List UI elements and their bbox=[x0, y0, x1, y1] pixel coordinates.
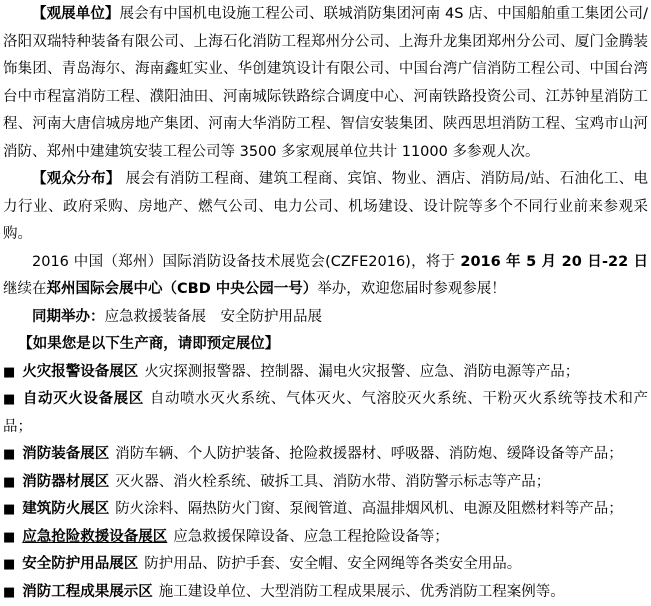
zone-name: 安全防护用品展区 bbox=[22, 556, 138, 572]
square-bullet-icon: ■ bbox=[3, 447, 15, 462]
paragraph-event-announcement bbox=[3, 249, 648, 304]
zone-description: 自动喷水灭火系统、气体灭火、气溶胶灭火系统、干粉灭火系统等技术和产品； bbox=[3, 391, 648, 435]
zone-description: 火灾探测报警器、控制器、漏电火灾报警、应急、消防电源等产品； bbox=[144, 364, 579, 380]
bullet-item-building-fireproofing-zone bbox=[3, 496, 648, 524]
paragraph-concurrent-events bbox=[3, 304, 648, 332]
zone-name: 消防装备展区 bbox=[22, 446, 109, 462]
square-bullet-icon: ■ bbox=[3, 392, 16, 407]
zone-description: 施工建设单位、大型消防工程成果展示、优秀消防工程案例等。 bbox=[159, 584, 565, 600]
square-bullet-icon: ■ bbox=[3, 557, 15, 572]
bullet-item-fire-equipment-zone bbox=[3, 441, 648, 469]
zone-description: 灭火器、消火栓系统、破拆工具、消防水带、消防警示标志等产品； bbox=[115, 474, 550, 490]
paragraph-booth-call-heading bbox=[3, 331, 648, 359]
paragraph-visitor-distribution bbox=[3, 166, 648, 249]
square-bullet-icon: ■ bbox=[3, 530, 15, 545]
event-closing-text: 举办，欢迎您届时参观参展！ bbox=[317, 281, 506, 297]
event-continue-text: 继续在 bbox=[3, 281, 47, 297]
zone-description: 防火涂料、隔热防火门窗、泵阀管道、高温排烟风机、电源及阻燃材料等产品； bbox=[115, 501, 623, 517]
booth-call-heading-text: 【如果您是以下生产商，请即预定展位】 bbox=[18, 336, 279, 352]
zone-name: 消防器材展区 bbox=[22, 474, 109, 490]
square-bullet-icon: ■ bbox=[3, 502, 15, 517]
event-dates: 2016 年 5 月 20 日-22 日 bbox=[460, 254, 648, 270]
paragraph-exhibitor-units bbox=[3, 1, 648, 166]
zone-description: 防护用品、防护手套、安全帽、安全网绳等各类安全用品。 bbox=[144, 556, 521, 572]
square-bullet-icon: ■ bbox=[3, 365, 15, 380]
paragraph-exhibitor-units-text: 展会有中国机电设施工程公司、联城消防集团河南 4S 店、中国船舶重工集团公司/洛阳双瑞特种装备有限公司、上海石化消防工程郑州分公司、上海升龙集团郑州分公司、厦门金腾装饰集团、青岛海尔、海南鑫虹实业、华创建筑设计有限公司、中国台湾广信消防工程公司、中国台湾台中市程富消防工程、濮阳油田、河南城际铁路综合调度中心、河南铁路投资公司、江苏钟星消防工程、河南大唐信城房地产集团、河南大华消防工程、智信安装集团、陕西思坦消防工程、宝鸡市山河消防、郑州中建建筑安装工程公司等 3500 多家观展单位共计 11000 多参观人次。 bbox=[3, 6, 648, 160]
zone-name: 消防工程成果展示区 bbox=[22, 584, 153, 600]
bullet-item-fire-project-achievements-zone bbox=[3, 579, 648, 606]
zone-name: 火灾报警设备展区 bbox=[22, 364, 138, 380]
bullet-item-fire-alarm-zone bbox=[3, 359, 648, 387]
concurrent-events-label: 同期举办： bbox=[32, 309, 105, 325]
bullet-item-fire-apparatus-zone bbox=[3, 469, 648, 497]
paragraph-visitor-distribution-text: 展会有消防工程商、建筑工程商、宾馆、物业、酒店、消防局/站、石油化工、电力行业、政府采购、房地产、燃气公司、电力公司、机场建设、设计院等多个不同行业前来参观采购。 bbox=[3, 171, 648, 242]
zone-name: 建筑防火展区 bbox=[22, 501, 109, 517]
zone-description: 应急救援保障设备、应急工程抢险设备等； bbox=[173, 529, 449, 545]
section-label-visitor-distribution: 【观众分布】 bbox=[32, 171, 121, 187]
bullet-item-safety-protection-zone bbox=[3, 551, 648, 579]
concurrent-events-text: 应急救援装备展 安全防护用品展 bbox=[105, 309, 323, 325]
event-intro-text: 2016 中国（郑州）国际消防设备技术展览会(CZFE2016)，将于 bbox=[32, 254, 460, 270]
bullet-item-emergency-rescue-zone bbox=[3, 524, 648, 552]
section-label-exhibitor-units: 【观展单位】 bbox=[32, 6, 120, 22]
square-bullet-icon: ■ bbox=[3, 585, 15, 600]
zone-name: 应急抢险救援设备展区 bbox=[22, 529, 167, 545]
event-venue: 郑州国际会展中心（CBD 中央公园一号） bbox=[47, 281, 318, 297]
square-bullet-icon: ■ bbox=[3, 475, 15, 490]
zone-description: 消防车辆、个人防护装备、抢险救援器材、呼吸器、消防炮、缓降设备等产品； bbox=[115, 446, 623, 462]
zone-name: 自动灭火设备展区 bbox=[23, 391, 144, 407]
bullet-item-auto-extinguishing-zone bbox=[3, 386, 648, 441]
